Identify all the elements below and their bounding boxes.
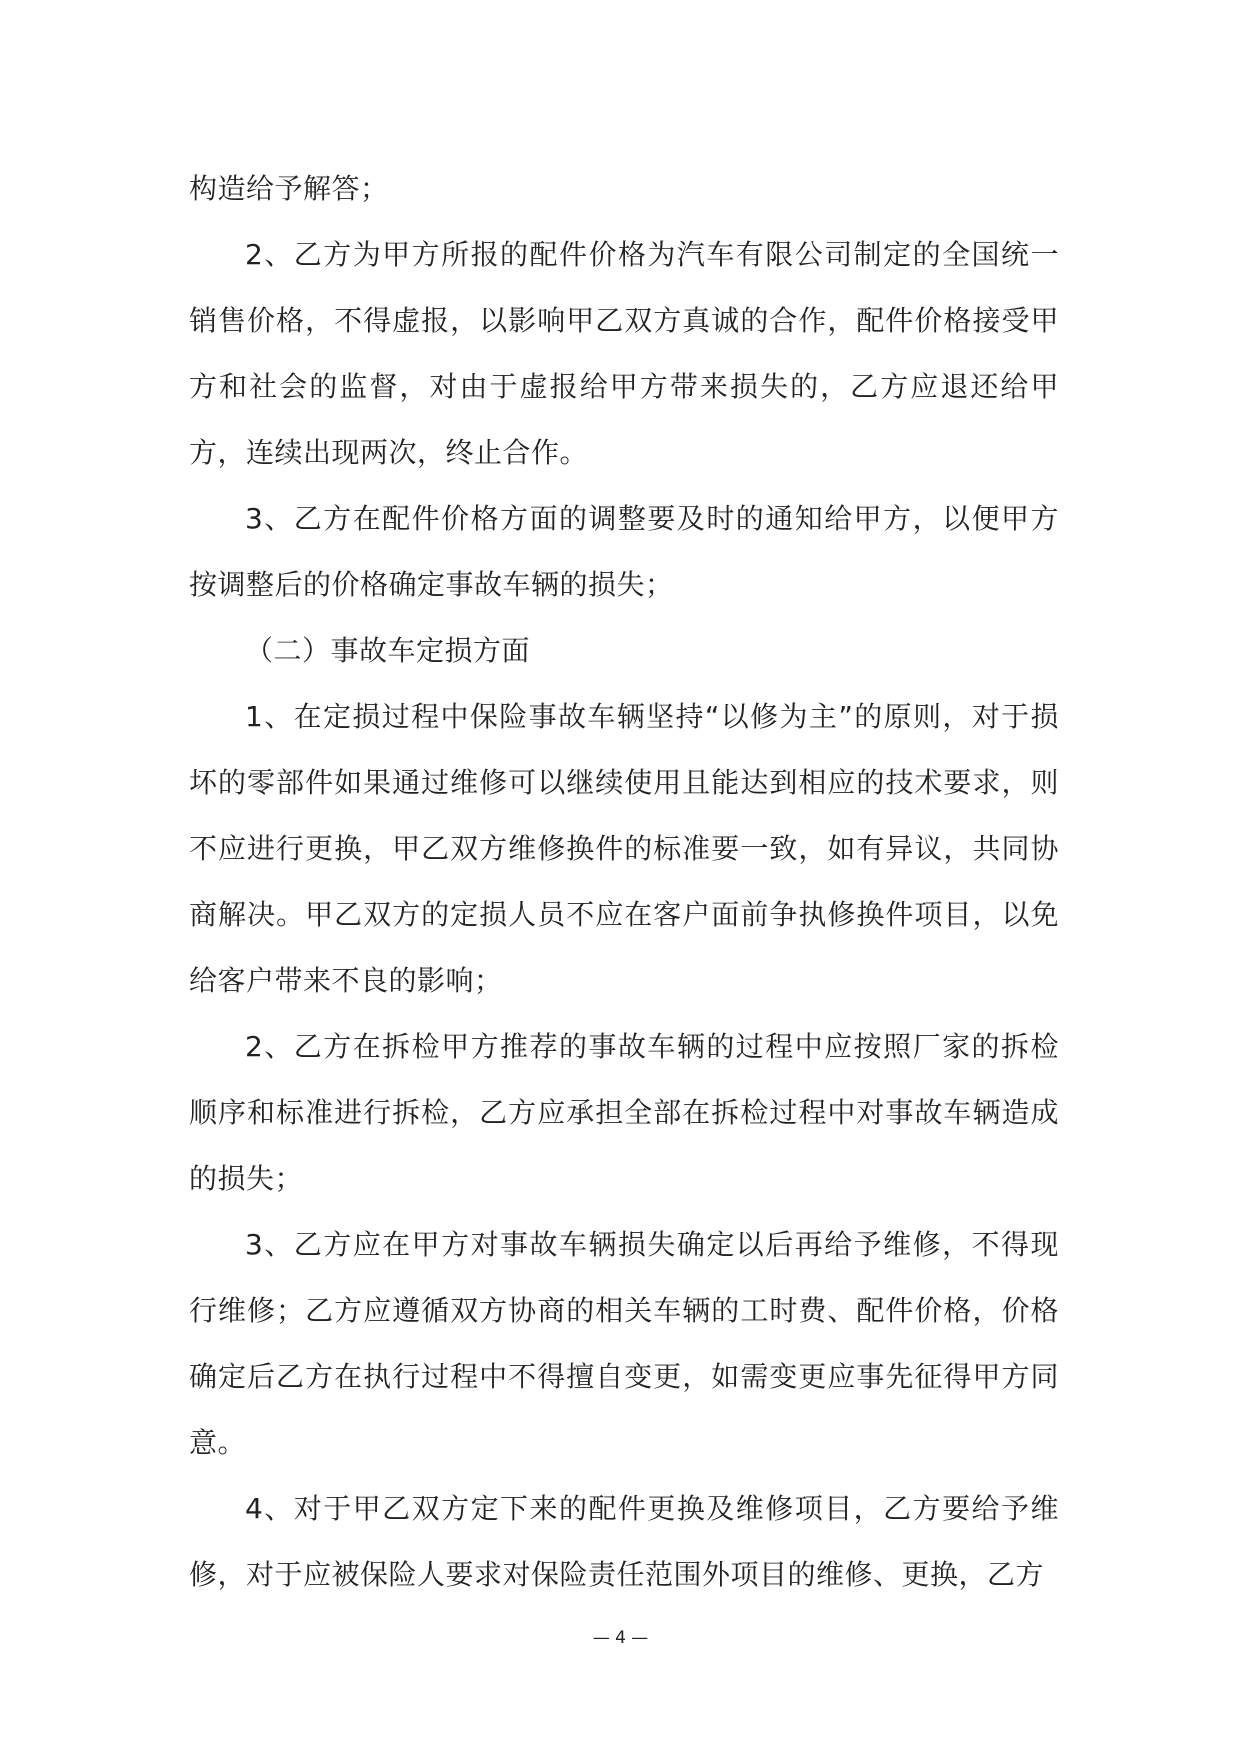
paragraph-clause-2-disassembly: 2、乙方在拆检甲方推荐的事故车辆的过程中应按照厂家的拆检顺序和标准进行拆检，乙方应承担全部在拆检过程中对事故车辆造成的损失； — [189, 1030, 1059, 1195]
paragraph-clause-2-pricing: 2、乙方为甲方所报的配件价格为汽车有限公司制定的全国统一销售价格，不得虚报，以影响甲乙双方真诚的合作，配件价格接受甲方和社会的监督，对由于虚报给甲方带来损失的，乙方应退还给甲方，连续出现两次，终止合作。 — [189, 238, 1059, 469]
paragraph-continuation: 构造给予解答； — [189, 172, 389, 205]
page-number: — 4 — — [592, 1628, 649, 1648]
document-body — [189, 156, 1059, 1608]
paragraph-clause-1-repair-principle: 1、在定损过程中保险事故车辆坚持“以修为主”的原则，对于损坏的零部件如果通过维修可以继续使用且能达到相应的技术要求，则不应进行更换，甲乙双方维修换件的标准要一致，如有异议，共同协商解决。甲乙双方的定损人员不应在客户面前争执修换件项目，以免给客户带来不良的影响； — [189, 700, 1059, 997]
section-heading-accident-assessment: （二）事故车定损方面 — [245, 634, 531, 667]
paragraph-clause-3-price-adjustment: 3、乙方在配件价格方面的调整要及时的通知给甲方，以便甲方按调整后的价格确定事故车辆的损失； — [189, 502, 1059, 601]
paragraph-clause-3-repair-after-assessment: 3、乙方应在甲方对事故车辆损失确定以后再给予维修，不得现行维修；乙方应遵循双方协商的相关车辆的工时费、配件价格，价格确定后乙方在执行过程中不得擅自变更，如需变更应事先征得甲方同意。 — [189, 1228, 1059, 1459]
paragraph-clause-4-repair-items: 4、对于甲乙双方定下来的配件更换及维修项目，乙方要给予维修，对于应被保险人要求对保险责任范围外项目的维修、更换，乙方 — [189, 1492, 1059, 1591]
